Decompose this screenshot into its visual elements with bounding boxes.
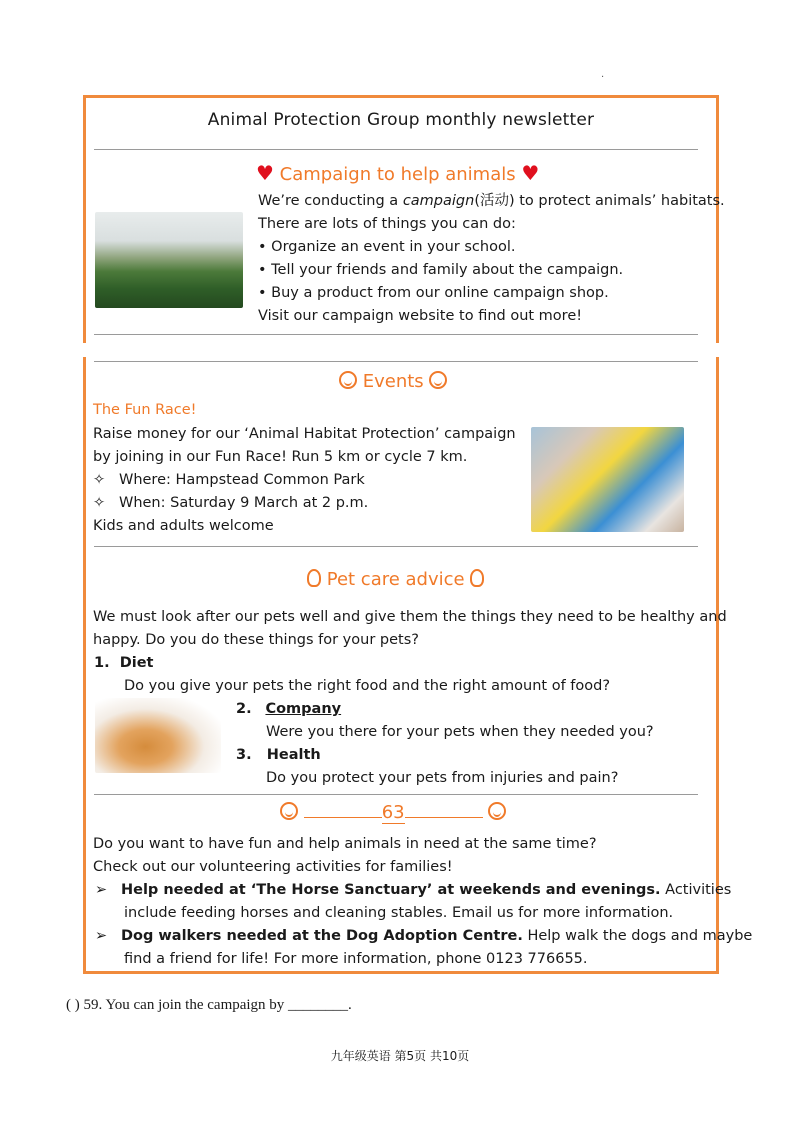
item-bold: Help needed at ‘The Horse Sanctuary’ at weekends and evenings. (120, 882, 661, 898)
sparkle-icon: ✧ (93, 472, 106, 488)
campaign-lead: There are lots of things you can do: (258, 216, 516, 232)
smiley-icon (280, 802, 298, 820)
volunteer-line: Do you want to have fun and help animals in need at the same time? (93, 836, 597, 852)
events-line: by joining in our Fun Race! Run 5 km or cycle 7 km. (93, 449, 468, 465)
campaign-heading-row (256, 161, 539, 185)
campaign-bullet: • Buy a product from our online campaign shop. (258, 285, 609, 301)
where-text: Where: Hampstead Common Park (118, 472, 365, 488)
question-text: 59. You can join the campaign by ________. (83, 997, 352, 1013)
pet-item-3-title (236, 744, 321, 767)
pet-care-intro: happy. Do you do these things for your pets? (93, 632, 419, 648)
pet-item-1-text: Do you give your pets the right food and the right amount of food? (124, 678, 611, 694)
volunteer-heading-row (280, 802, 506, 824)
forest-image (95, 212, 243, 308)
fun-race-subheading: The Fun Race! (93, 402, 197, 418)
item-rest: Activities (660, 882, 732, 898)
item-bold: Dog walkers needed at the Dog Adoption Centre. (120, 928, 523, 944)
campaign-bullet: • Tell your friends and family about the campaign. (258, 262, 624, 278)
divider (94, 546, 698, 547)
item-number: 1. (94, 655, 110, 671)
arrow-bullet-icon: ➢ (95, 882, 108, 898)
pet-item-1-title (94, 652, 154, 675)
smiley-sunglasses-icon (339, 371, 357, 389)
events-closing: Kids and adults welcome (93, 518, 274, 534)
volunteer-item-1-cont: include feeding horses and cleaning stables. Email us for more information. (124, 905, 674, 921)
pet-care-heading: Pet care advice (326, 569, 465, 590)
events-when (93, 492, 368, 515)
fun-race-photo (531, 427, 684, 532)
intro-pre: We’re conducting a (258, 193, 403, 209)
divider (94, 794, 698, 795)
newsletter-bottom-panel (83, 357, 753, 974)
events-heading-row (339, 371, 447, 392)
campaign-heading: Campaign to help animals (279, 164, 516, 185)
intro-em: campaign (402, 193, 475, 209)
sparkle-icon: ✧ (93, 495, 106, 511)
volunteer-item-1 (95, 879, 731, 902)
pet-item-2-text: Were you there for your pets when they needed you? (266, 724, 654, 740)
item-title: Diet (119, 655, 154, 671)
intro-cn: (活动) (474, 193, 515, 209)
question-59 (66, 997, 352, 1014)
lightbulb-icon (307, 569, 321, 587)
smiley-icon (488, 802, 506, 820)
newsletter-title: Animal Protection Group monthly newsletter (207, 110, 595, 130)
when-text: When: Saturday 9 March at 2 p.m. (118, 495, 369, 511)
item-title: Health (266, 747, 321, 763)
arrow-bullet-icon: ➢ (95, 928, 108, 944)
divider (94, 334, 698, 335)
blank-number: 63 (381, 802, 405, 823)
intro-post: to protect animals’ habitats. (514, 193, 725, 209)
volunteer-line: Check out our volunteering activities for families! (93, 859, 453, 875)
pet-item-3-text: Do you protect your pets from injuries and pain? (266, 770, 619, 786)
campaign-bullet: • Organize an event in your school. (258, 239, 516, 255)
blank-line (405, 817, 483, 818)
item-title: Company (265, 701, 342, 717)
item-number: 2. (236, 701, 252, 717)
pet-item-2-title (236, 698, 341, 721)
heart-icon: ♥ (256, 161, 274, 185)
dog-cat-photo (95, 698, 221, 773)
volunteer-item-2-cont: find a friend for life! For more information, phone 0123 776655. (124, 951, 588, 967)
volunteer-item-2 (95, 925, 752, 948)
smiley-sunglasses-icon (429, 371, 447, 389)
events-where (93, 469, 365, 492)
blank-line (304, 817, 382, 818)
divider (94, 149, 698, 150)
pet-care-heading-row (307, 569, 484, 590)
item-number: 3. (236, 747, 252, 763)
campaign-intro (258, 190, 725, 213)
answer-paren[interactable]: ( ) (66, 997, 80, 1013)
top-mark: · (601, 72, 605, 83)
events-line: Raise money for our ‘Animal Habitat Protection’ campaign (93, 426, 516, 442)
newsletter-top-panel (83, 95, 725, 343)
page-footer: 九年级英语 第5页 共10页 (330, 1049, 470, 1063)
events-heading: Events (362, 371, 424, 392)
campaign-closing: Visit our campaign website to find out more! (258, 308, 583, 324)
item-rest: Help walk the dogs and maybe (522, 928, 753, 944)
heart-icon: ♥ (521, 161, 540, 185)
divider (94, 361, 698, 362)
pet-care-intro: We must look after our pets well and give them the things they need to be healthy and (93, 609, 727, 625)
lightbulb-icon (470, 569, 484, 587)
